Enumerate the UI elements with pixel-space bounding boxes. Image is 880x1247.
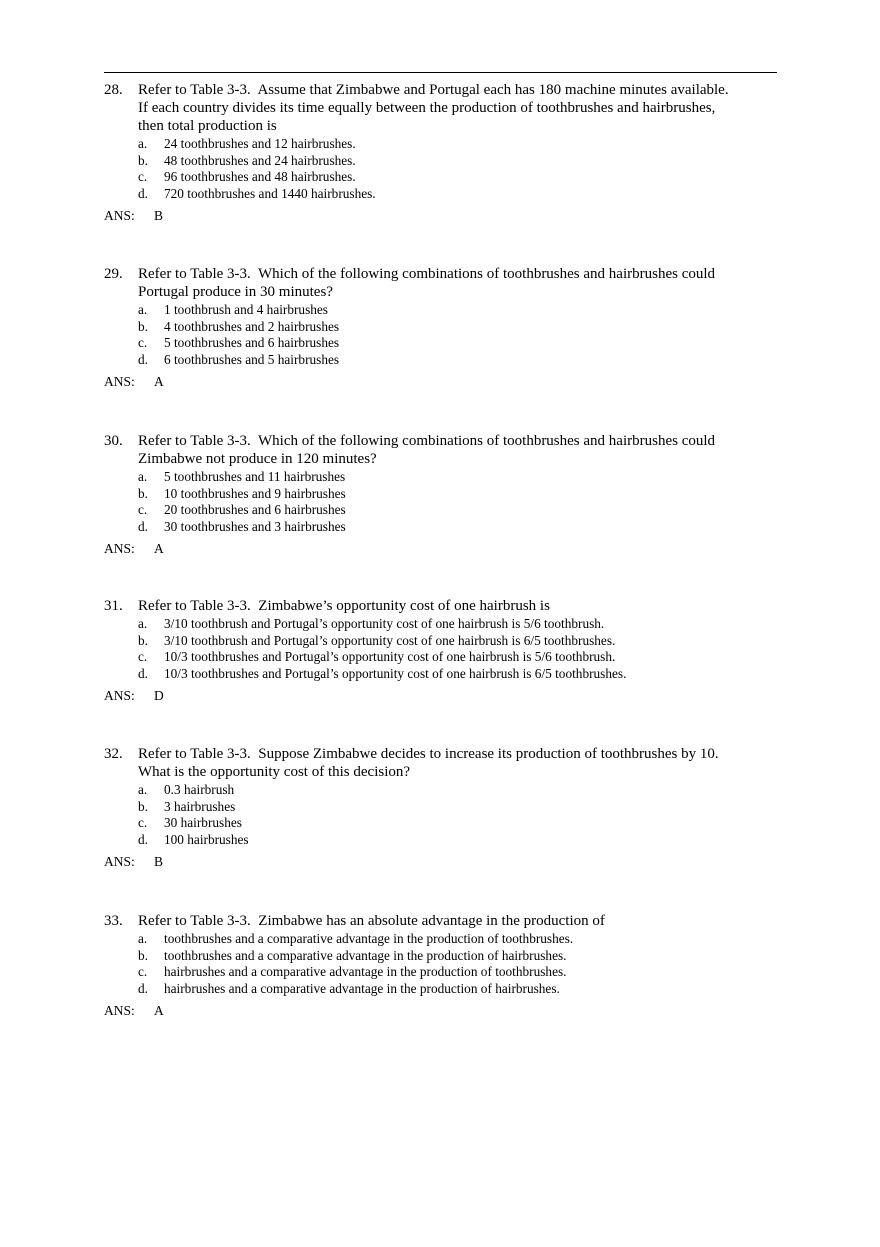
- option-text: hairbrushes and a comparative advantage in the production of hairbrushes.: [164, 980, 560, 996]
- answer-value: D: [154, 688, 164, 704]
- option-text: 96 toothbrushes and 48 hairbrushes.: [164, 169, 356, 185]
- option-b: [104, 153, 784, 170]
- question-stem: [104, 912, 784, 930]
- option-d: [104, 666, 784, 683]
- option-b: [104, 799, 784, 816]
- question-text: Refer to Table 3-3. Which of the following combinations of toothbrushes and hairbrushes could Portugal produce in 30 minutes?: [138, 266, 716, 300]
- option-letter: a.: [138, 931, 148, 946]
- option-list: [104, 931, 784, 997]
- question-text: Refer to Table 3-3. Suppose Zimbabwe decides to increase its production of toothbrushes by 10. What is the opportunity cost of this decision?: [138, 746, 719, 780]
- answer-label: ANS:: [104, 208, 135, 224]
- option-text: 6 toothbrushes and 5 hairbrushes: [164, 351, 340, 367]
- option-letter: d.: [138, 185, 148, 201]
- question-stem: [104, 265, 784, 301]
- question-stem: [104, 81, 784, 135]
- header-rule: [104, 72, 777, 73]
- option-text: 3/10 toothbrush and Portugal’s opportunity cost of one hairbrush is 5/6 toothbrush.: [164, 616, 605, 631]
- answer-line: [104, 688, 784, 704]
- option-text: 10/3 toothbrushes and Portugal’s opportunity cost of one hairbrush is 6/5 toothbrushes.: [164, 665, 627, 681]
- question-stem: [104, 745, 784, 781]
- option-a: [104, 782, 784, 799]
- option-letter: b.: [138, 947, 148, 963]
- question-stem: [104, 432, 784, 468]
- option-list: [104, 302, 784, 368]
- option-letter: a.: [138, 302, 148, 317]
- option-text: 3 hairbrushes: [164, 798, 236, 814]
- answer-label: ANS:: [104, 854, 135, 870]
- option-b: [104, 633, 784, 650]
- option-list: [104, 782, 784, 848]
- option-letter: c.: [138, 335, 148, 351]
- answer-line: [104, 374, 784, 390]
- option-letter: c.: [138, 169, 148, 185]
- question-31: [104, 597, 784, 704]
- option-c: [104, 169, 784, 186]
- question-29: [104, 265, 784, 390]
- option-text: 48 toothbrushes and 24 hairbrushes.: [164, 152, 356, 168]
- question-stem: [104, 597, 784, 615]
- option-text: 100 hairbrushes: [164, 831, 249, 847]
- question-30: [104, 432, 784, 557]
- option-c: [104, 649, 784, 666]
- option-a: [104, 931, 784, 948]
- option-letter: b.: [138, 152, 148, 168]
- answer-value: A: [154, 1003, 164, 1019]
- option-text: 20 toothbrushes and 6 hairbrushes: [164, 502, 346, 518]
- option-letter: b.: [138, 798, 148, 814]
- question-text: Refer to Table 3-3. Assume that Zimbabwe and Portugal each has 180 machine minutes available. If each country divides its time equally between the production of toothbrushes and hairbrushes, then total production is: [138, 82, 729, 134]
- option-b: [104, 319, 784, 336]
- option-text: 10/3 toothbrushes and Portugal’s opportunity cost of one hairbrush is 5/6 toothbrush.: [164, 649, 616, 665]
- option-c: [104, 964, 784, 981]
- question-text: Refer to Table 3-3. Which of the following combinations of toothbrushes and hairbrushes could Zimbabwe not produce in 120 minutes?: [138, 433, 716, 467]
- answer-value: A: [154, 374, 164, 390]
- option-text: 30 toothbrushes and 3 hairbrushes: [164, 518, 346, 534]
- option-c: [104, 502, 784, 519]
- option-letter: a.: [138, 616, 148, 631]
- option-a: [104, 302, 784, 319]
- option-list: [104, 616, 784, 682]
- option-text: toothbrushes and a comparative advantage in the production of hairbrushes.: [164, 947, 567, 963]
- question-text: Refer to Table 3-3. Zimbabwe’s opportunity cost of one hairbrush is: [138, 598, 550, 614]
- option-b: [104, 486, 784, 503]
- option-text: 0.3 hairbrush: [164, 782, 235, 797]
- option-letter: d.: [138, 351, 148, 367]
- option-a: [104, 616, 784, 633]
- option-text: 4 toothbrushes and 2 hairbrushes: [164, 318, 340, 334]
- option-text: 1 toothbrush and 4 hairbrushes: [164, 302, 328, 317]
- option-text: 3/10 toothbrush and Portugal’s opportunity cost of one hairbrush is 6/5 toothbrushes.: [164, 632, 616, 648]
- answer-label: ANS:: [104, 541, 135, 557]
- answer-line: [104, 854, 784, 870]
- option-text: 30 hairbrushes: [164, 815, 242, 831]
- option-letter: c.: [138, 815, 148, 831]
- option-letter: b.: [138, 632, 148, 648]
- answer-label: ANS:: [104, 1003, 135, 1019]
- option-c: [104, 335, 784, 352]
- option-b: [104, 948, 784, 965]
- option-letter: d.: [138, 980, 148, 996]
- option-text: 10 toothbrushes and 9 hairbrushes: [164, 485, 346, 501]
- answer-line: [104, 1003, 784, 1019]
- option-letter: d.: [138, 518, 148, 534]
- option-letter: a.: [138, 136, 148, 151]
- question-33: [104, 912, 784, 1019]
- option-letter: d.: [138, 665, 148, 681]
- answer-value: B: [154, 208, 164, 224]
- option-d: [104, 981, 784, 998]
- answer-label: ANS:: [104, 374, 135, 390]
- option-text: 720 toothbrushes and 1440 hairbrushes.: [164, 185, 376, 201]
- option-text: 5 toothbrushes and 6 hairbrushes: [164, 335, 340, 351]
- option-letter: b.: [138, 485, 148, 501]
- question-number: 33.: [104, 913, 123, 929]
- answer-line: [104, 208, 784, 224]
- question-number: 29.: [104, 266, 123, 282]
- option-c: [104, 815, 784, 832]
- option-d: [104, 186, 784, 203]
- option-letter: d.: [138, 831, 148, 847]
- question-text: Refer to Table 3-3. Zimbabwe has an absolute advantage in the production of: [138, 913, 605, 929]
- option-text: 5 toothbrushes and 11 hairbrushes: [164, 469, 346, 484]
- option-letter: c.: [138, 649, 148, 665]
- option-letter: a.: [138, 782, 148, 797]
- option-text: toothbrushes and a comparative advantage in the production of toothbrushes.: [164, 931, 574, 946]
- question-number: 31.: [104, 598, 123, 614]
- option-text: hairbrushes and a comparative advantage in the production of toothbrushes.: [164, 964, 567, 980]
- answer-line: [104, 541, 784, 557]
- option-letter: b.: [138, 318, 148, 334]
- option-text: 24 toothbrushes and 12 hairbrushes.: [164, 136, 356, 151]
- option-letter: a.: [138, 469, 148, 484]
- option-d: [104, 519, 784, 536]
- answer-value: A: [154, 541, 164, 557]
- question-number: 28.: [104, 82, 123, 98]
- question-28: [104, 81, 784, 224]
- question-number: 30.: [104, 433, 123, 449]
- option-a: [104, 136, 784, 153]
- option-list: [104, 136, 784, 202]
- option-list: [104, 469, 784, 535]
- answer-label: ANS:: [104, 688, 135, 704]
- option-d: [104, 832, 784, 849]
- answer-value: B: [154, 854, 164, 870]
- option-d: [104, 352, 784, 369]
- question-32: [104, 745, 784, 870]
- option-letter: c.: [138, 964, 148, 980]
- option-a: [104, 469, 784, 486]
- question-number: 32.: [104, 746, 123, 762]
- option-letter: c.: [138, 502, 148, 518]
